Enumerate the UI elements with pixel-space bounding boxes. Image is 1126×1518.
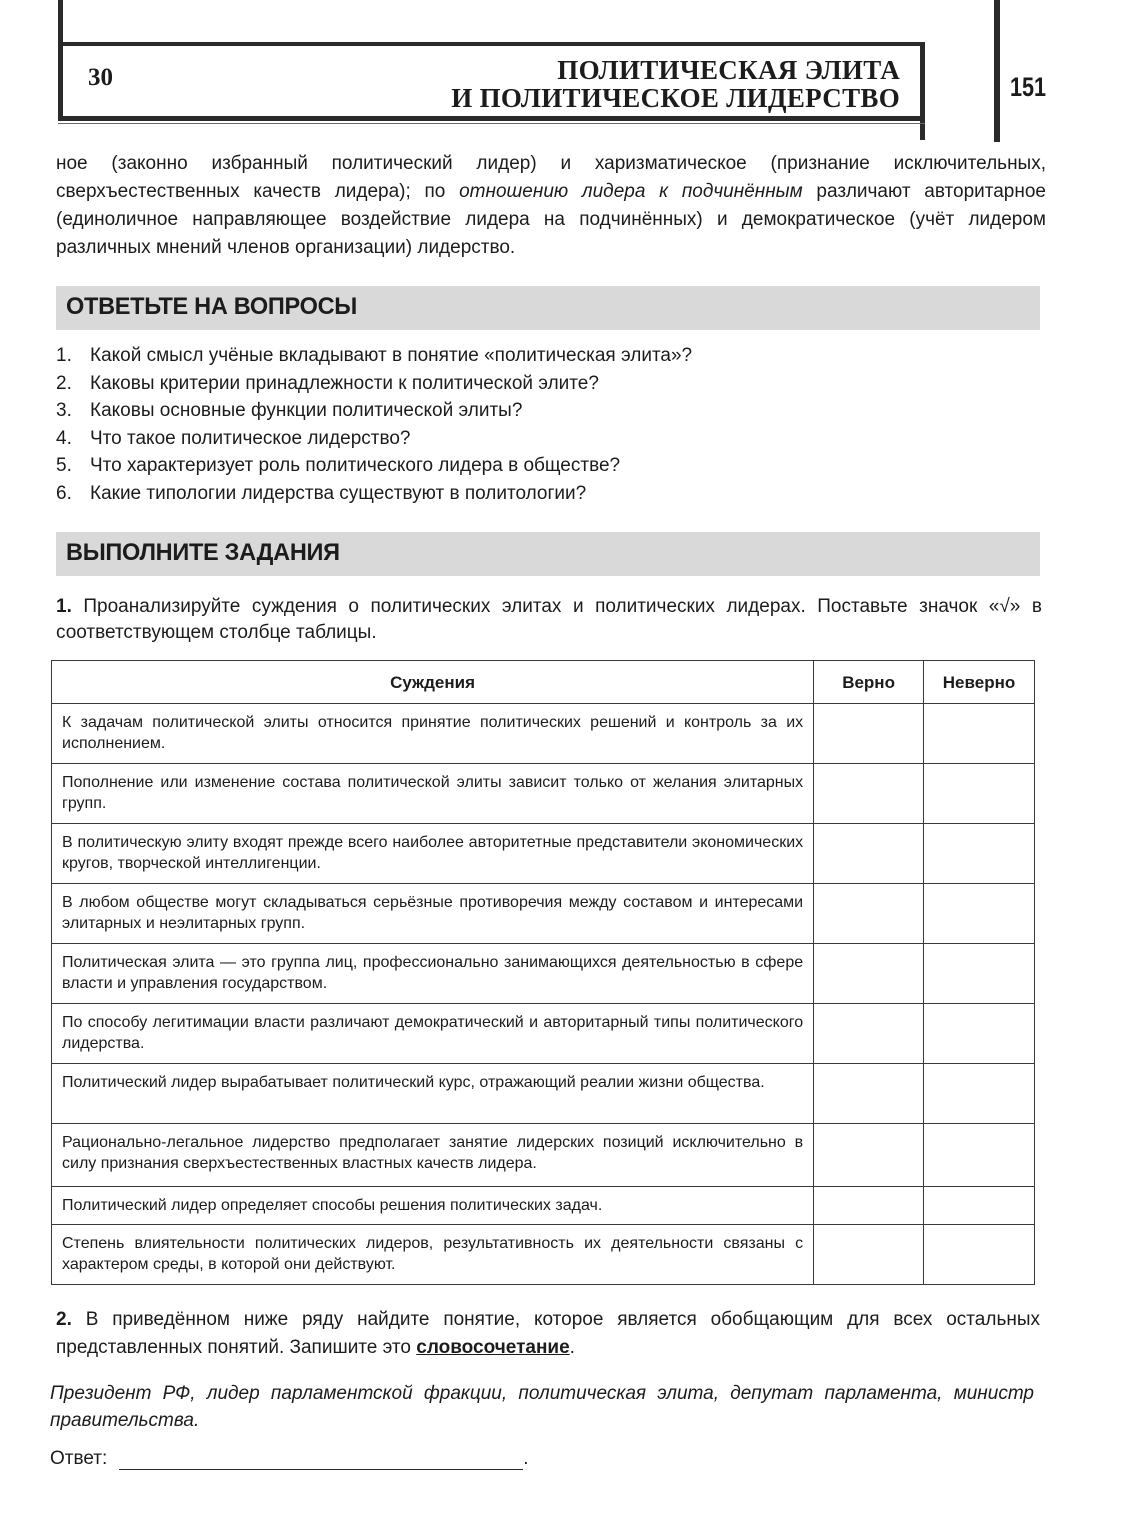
concept-series: Президент РФ, лидер парламентской фракции, политическая элита, депутат парламента, министр правительства. [50,1383,1034,1431]
question-item [56,397,956,425]
question-item [56,342,956,370]
question-text: Что характеризует роль политического лидера в обществе? [90,455,621,476]
statement-cell: Рационально-легальное лидерство предполагает занятие лидерских позиций исключительно в силу признания сверхъестественных властных качеств лидера. [52,1124,814,1187]
answer-row [50,1447,529,1470]
table-row [52,1064,1035,1124]
task2-end: . [569,1337,575,1358]
table-row [52,884,1035,944]
task2-underlined-word: словосочетание [416,1337,570,1358]
questions-list [56,342,956,507]
judgements-table [51,660,1035,1285]
intro-paragraph [56,150,1046,262]
task2-number: 2. [56,1309,72,1330]
false-check-cell[interactable] [924,884,1035,944]
statement-cell: Политическая элита — это группа лиц, профессионально занимающихся деятельностью в сфере власти и управления государством. [52,944,814,1004]
question-item [56,370,956,398]
statement-cell: По способу легитимации власти различают демократический и авторитарный типы политического лидерства. [52,1004,814,1064]
intro-text-part2: различают авторитарное (единоличное направляющее воздействие лидера на подчинённых) и демократическое (учёт лидером различных мнений членов организации) лидерство. [56,181,1046,258]
question-number: 3. [56,400,72,421]
true-check-cell[interactable] [814,884,924,944]
true-check-cell[interactable] [814,824,924,884]
intro-text-part1: ное (законно избранный политический лидер) и харизматическое (признание исключительных, сверхъестественных качеств лидера); по [56,153,1046,202]
false-check-cell[interactable] [924,1064,1035,1124]
true-check-cell[interactable] [814,1225,924,1285]
true-check-cell[interactable] [814,1064,924,1124]
statement-cell: В политическую элиту входят прежде всего наиболее авторитетные представители экономических кругов, творческой интеллигенции. [52,824,814,884]
answer-input-line[interactable] [119,1447,523,1470]
statement-cell: Степень влиятельности политических лидеров, результативность их деятельности связаны с характером среды, в которой они действуют. [52,1225,814,1285]
statement-cell: Политический лидер определяет способы решения политических задач. [52,1187,814,1225]
false-check-cell[interactable] [924,1124,1035,1187]
table-row [52,824,1035,884]
chapter-title-line1: ПОЛИТИЧЕСКАЯ ЭЛИТА [557,55,900,85]
questions-heading-band [56,286,1040,330]
table-row [52,764,1035,824]
statement-cell: Политический лидер вырабатывает политический курс, отражающий реалии жизни общества. [52,1064,814,1124]
table-row [52,944,1035,1004]
header-frame-bottom [58,116,925,121]
tasks-heading-band [56,532,1040,576]
question-text: Какой смысл учёные вкладывают в понятие «политическая элита»? [90,345,693,366]
question-text: Какие типологии лидерства существуют в политологии? [90,482,587,504]
intro-emphasis: отношению лидера к подчинённым [459,181,803,202]
header-frame-right [920,42,925,140]
chapter-title [451,56,900,112]
header-false: Неверно [924,661,1035,704]
header-statements: Суждения [52,661,814,704]
false-check-cell[interactable] [924,764,1035,824]
false-check-cell[interactable] [924,944,1035,1004]
question-text: Каковы основные функции политической элиты? [90,400,523,421]
table-row [52,704,1035,764]
page-edge-rule [994,0,1000,142]
task1-instruction [56,594,1042,646]
table-row [52,1004,1035,1064]
task2-text: В приведённом ниже ряду найдите понятие, которое является обобщающим для всех остальных представленных понятий. Запишите это [56,1309,1040,1358]
false-check-cell[interactable] [924,704,1035,764]
table-row [52,1225,1035,1285]
question-item [56,452,956,480]
question-number: 5. [56,455,72,476]
task1-text: Проанализируйте суждения о политических элитах и политических лидерах. Поставьте значок «√» в соответствующем столбце таблицы. [56,596,1042,643]
false-check-cell[interactable] [924,1187,1035,1225]
true-check-cell[interactable] [814,944,924,1004]
table-row [52,1124,1035,1187]
true-check-cell[interactable] [814,1124,924,1187]
question-number: 2. [56,372,72,394]
header-true: Верно [814,661,924,704]
question-number: 4. [56,427,72,449]
true-check-cell[interactable] [814,1004,924,1064]
true-check-cell[interactable] [814,1187,924,1225]
statement-cell: Пополнение или изменение состава политической элиты зависит только от желания элитарных групп. [52,764,814,824]
task2-instruction [56,1306,1040,1362]
true-check-cell[interactable] [814,764,924,824]
task1-number: 1. [56,596,72,617]
question-item [56,425,956,453]
statement-cell: К задачам политической элиты относится принятие политических решений и контроль за их исполнением. [52,704,814,764]
question-text: Каковы критерии принадлежности к политической элите? [90,372,599,394]
answer-label: Ответ: [50,1448,108,1469]
answer-end: . [523,1448,529,1469]
header-frame-bottom-thin [58,123,925,124]
chapter-title-line2: И ПОЛИТИЧЕСКОЕ ЛИДЕРСТВО [451,83,900,113]
chapter-number: 30 [88,64,113,91]
header-frame-top [58,42,924,46]
page-number: 151 [1010,72,1047,102]
table-header-row [52,661,1035,704]
header-frame-left [58,0,63,118]
true-check-cell[interactable] [814,704,924,764]
question-number: 1. [56,345,72,366]
false-check-cell[interactable] [924,824,1035,884]
tasks-heading: ВЫПОЛНИТЕ ЗАДАНИЯ [66,539,340,566]
questions-heading: ОТВЕТЬТЕ НА ВОПРОСЫ [66,293,358,320]
false-check-cell[interactable] [924,1225,1035,1285]
question-text: Что такое политическое лидерство? [90,427,411,449]
statement-cell: В любом обществе могут складываться серьёзные противоречия между составом и интересами элитарных и неэлитарных групп. [52,884,814,944]
question-number: 6. [56,482,72,504]
question-item [56,480,956,508]
false-check-cell[interactable] [924,1004,1035,1064]
table-row [52,1187,1035,1225]
